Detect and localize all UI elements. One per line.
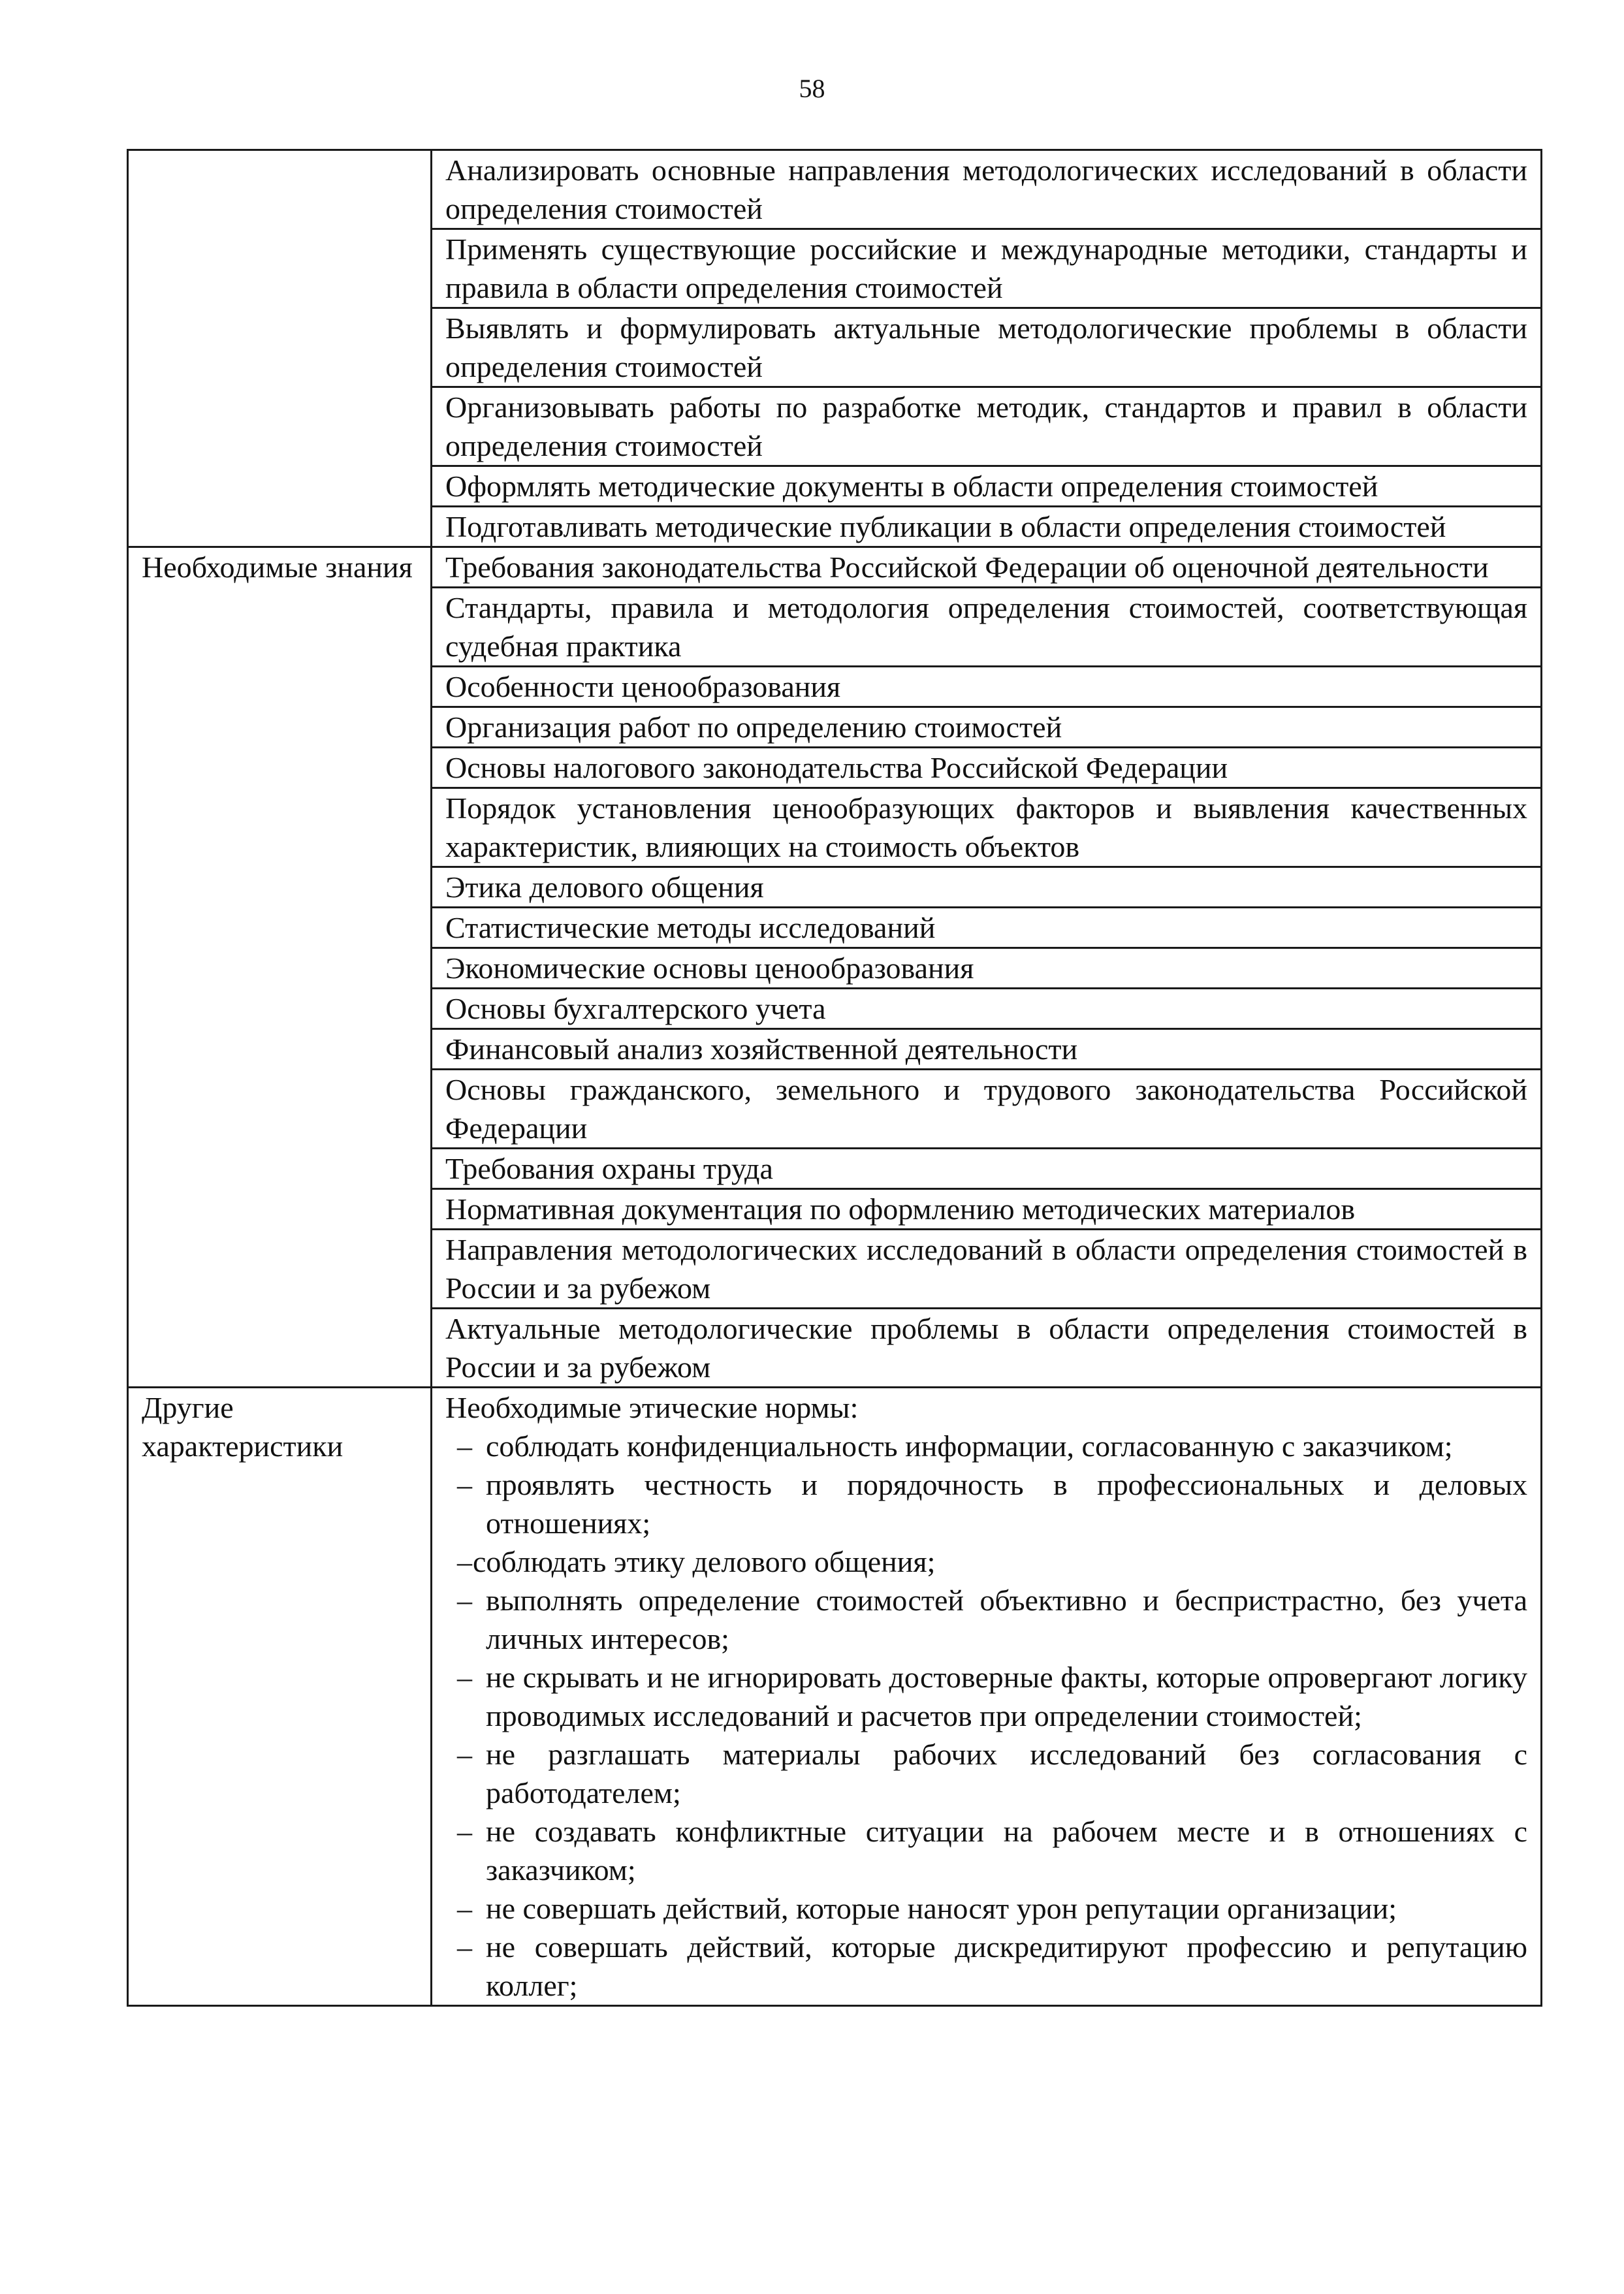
list-item-text: соблюдать конфиденциальность информации, согласованную с заказчиком; [486,1429,1453,1463]
list-item [445,1465,1527,1542]
knowledge-item: Статистические методы исследований [432,908,1542,948]
knowledge-item: Особенности ценообразования [432,667,1542,707]
skill-item: Анализировать основные направления методологических исследований в области определения стоимостей [432,150,1542,229]
skill-item: Оформлять методические документы в области определения стоимостей [432,466,1542,507]
knowledge-label: Необходимые знания [128,547,432,1388]
list-item [445,1542,1527,1581]
skill-item: Выявлять и формулировать актуальные методологические проблемы в области определения стоимостей [432,308,1542,387]
knowledge-item: Организация работ по определению стоимостей [432,707,1542,748]
dash-bullet: – [457,1930,472,1964]
knowledge-item: Нормативная документация по оформлению методических материалов [432,1189,1542,1230]
competency-table [127,149,1542,2007]
list-item-text: соблюдать этику делового общения; [473,1545,936,1578]
dash-bullet: – [457,1468,472,1501]
list-item-text: проявлять честность и порядочность в профессиональных и деловых отношениях; [486,1468,1527,1540]
dash-bullet: – [457,1738,472,1771]
knowledge-item: Актуальные методологические проблемы в области определения стоимостей в России и за рубежом [432,1309,1542,1388]
list-item [445,1735,1527,1812]
dash-bullet: – [457,1429,472,1463]
list-item-text: выполнять определение стоимостей объективно и беспристрастно, без учета личных интересов; [486,1584,1527,1655]
list-item [445,1812,1527,1889]
list-item-text: не совершать действий, которые дискредитируют профессию и репутацию коллег; [486,1930,1527,2002]
list-item [445,1427,1527,1465]
list-item [445,1889,1527,1928]
skills-label-cell [128,150,432,547]
list-item [445,1658,1527,1735]
knowledge-item: Стандарты, правила и методология определения стоимостей, соответствующая судебная практика [432,588,1542,667]
knowledge-item: Направления методологических исследований в области определения стоимостей в России и за рубежом [432,1230,1542,1309]
other-label: Другие характеристики [128,1388,432,2006]
skill-item: Организовывать работы по разработке методик, стандартов и правил в области определения стоимостей [432,387,1542,466]
page-number: 58 [799,74,825,103]
table-row [128,150,1542,229]
knowledge-item: Требования законодательства Российской Федерации об оценочной деятельности [432,547,1542,588]
dash-bullet: – [457,1545,472,1578]
knowledge-item: Основы налогового законодательства Российской Федерации [432,748,1542,788]
knowledge-item: Требования охраны труда [432,1149,1542,1189]
ethics-list [445,1427,1527,2005]
dash-bullet: – [457,1661,472,1694]
knowledge-item: Порядок установления ценообразующих факторов и выявления качественных характеристик, влияющих на стоимость объектов [432,788,1542,867]
knowledge-item: Этика делового общения [432,867,1542,908]
knowledge-item: Основы гражданского, земельного и трудового законодательства Российской Федерации [432,1070,1542,1149]
list-item-text: не скрывать и не игнорировать достоверные факты, которые опровергают логику проводимых исследований и расчетов при определении стоимостей; [486,1661,1527,1732]
knowledge-item: Финансовый анализ хозяйственной деятельности [432,1029,1542,1070]
ethics-cell [432,1388,1542,2006]
table-row [128,547,1542,588]
knowledge-item: Основы бухгалтерского учета [432,989,1542,1029]
list-item-text: не разглашать материалы рабочих исследований без согласования с работодателем; [486,1738,1527,1809]
list-item-text: не совершать действий, которые наносят урон репутации организации; [486,1892,1397,1925]
skill-item: Подготавливать методические публикации в области определения стоимостей [432,507,1542,547]
list-item-text: не создавать конфликтные ситуации на рабочем месте и в отношениях с заказчиком; [486,1815,1527,1887]
list-item [445,1928,1527,2005]
skill-item: Применять существующие российские и международные методики, стандарты и правила в области определения стоимостей [432,229,1542,308]
dash-bullet: – [457,1892,472,1925]
knowledge-item: Экономические основы ценообразования [432,948,1542,989]
dash-bullet: – [457,1815,472,1848]
dash-bullet: – [457,1584,472,1617]
list-item [445,1581,1527,1658]
table-row [128,1388,1542,2006]
ethics-intro: Необходимые этические нормы: [445,1391,859,1424]
